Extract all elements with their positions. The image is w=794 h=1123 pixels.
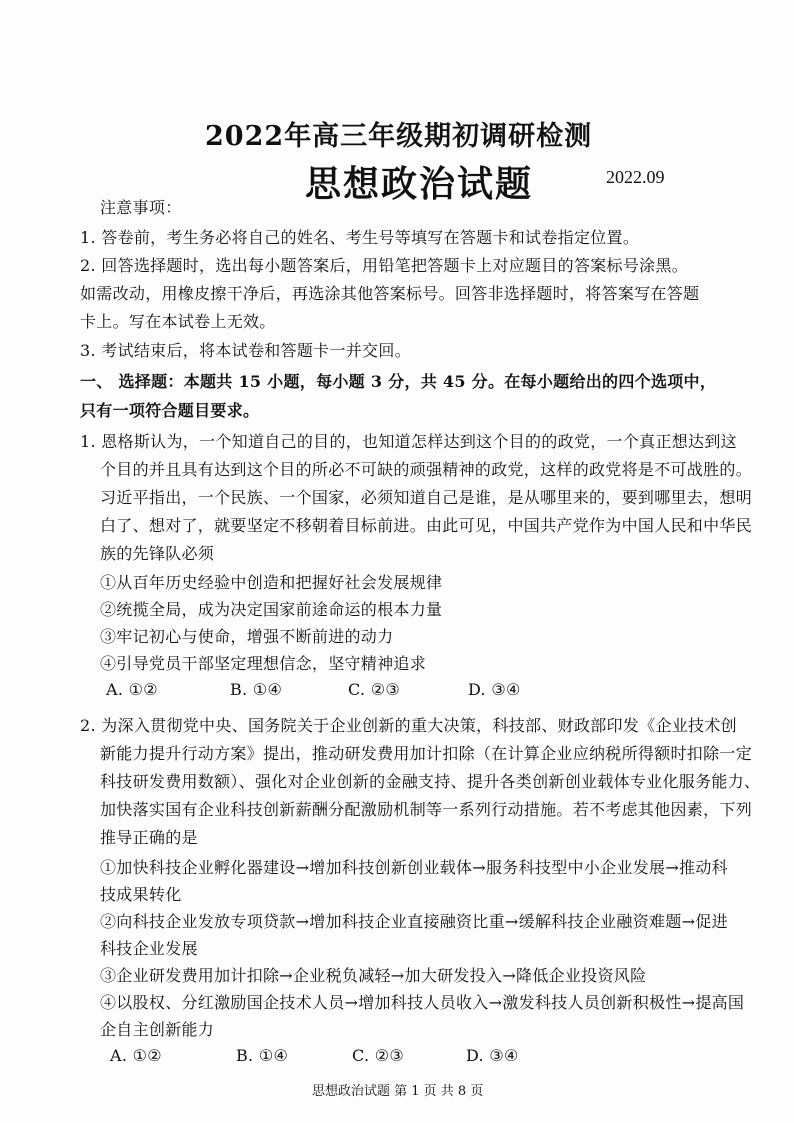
exam-title: 2022年高三年级期初调研检测 [205,121,593,152]
question-2-item: ②向科技企业发放专项贷款→增加科技企业直接融资比重→缓解科技企业融资难题→促进 [100,912,728,931]
question-2-stem: 科技研发费用数额）、强化对企业创新的金融支持、提升各类创新创业载体专业化服务能力、 [100,772,761,791]
question-2-item: ③企业研发费用加计扣除→企业税负减轻→加大研发投入→降低企业投资风险 [100,966,647,985]
notice-line: 卡上。写在本试卷上无效。 [80,312,276,331]
question-1-stem: 1. 恩格斯认为，一个知道自己的目的，也知道怎样达到这个目的的政党，一个真正想达到这 [80,432,737,451]
exam-date: 2022.09 [606,167,665,187]
question-2-stem: 新能力提升行动方案》提出，推动研发费用加计扣除（在计算企业应纳税所得额时扣除一定 [100,744,753,763]
question-2-item: 科技企业发展 [100,939,198,958]
question-2-stem: 2. 为深入贯彻党中央、国务院关于企业创新的重大决策，科技部、财政部印发《企业技术创 [80,716,737,735]
question-1-option-b: B. ①④ [230,680,283,699]
question-1-item: ④引导党员干部坚定理想信念，坚守精神追求 [100,654,427,673]
question-2-stem: 推导正确的是 [100,828,198,847]
section-heading: 一、 选择题：本题共 15 小题，每小题 3 分，共 45 分。在每小题给出的四个选项中， [80,372,717,391]
notice-line: 3. 考试结束后，将本试卷和答题卡一并交回。 [80,341,411,360]
notice-line: 2. 回答选择题时，选出每小题答案后，用铅笔把答题卡上对应题目的答案标号涂黑。 [80,256,689,275]
question-2-item-cont: 企自主创新能力 [100,1020,215,1039]
question-1-option-c: C. ②③ [348,680,401,699]
question-1-stem: 白了、想对了，就要坚定不移朝着目标前进。由此可见，中国共产党作为中国人民和中华民 [100,516,753,535]
question-2-item: ①加快科技企业孵化器建设→增加科技创新创业载体→服务科技型中小企业发展→推动科 [100,858,728,877]
question-2-option-a: A. ①② [110,1046,162,1065]
question-2-item: 技成果转化 [100,885,182,904]
question-1-stem: 族的先锋队必须 [100,544,215,563]
notice-heading: 注意事项： [100,198,182,217]
question-1-item: ②统揽全局，成为决定国家前途命运的根本力量 [100,600,443,619]
question-2-option-b: B. ①④ [236,1046,289,1065]
notice-line: 如需改动，用橡皮擦干净后，再选涂其他答案标号。回答非选择题时，将答案写在答题 [80,284,700,303]
question-2-option-d: D. ③④ [466,1046,519,1065]
question-1-stem: 习近平指出，一个民族、一个国家，必须知道自己是谁，是从哪里来的，要到哪里去，想明 [100,488,753,507]
question-1-option-d: D. ③④ [468,680,521,699]
question-1-item: ③牢记初心与使命，增强不断前进的动力 [100,627,394,646]
notice-line: 1. 答卷前，考生务必将自己的姓名、考生号等填写在答题卡和试卷指定位置。 [80,228,640,247]
question-2-stem: 加快落实国有企业科技创新薪酬分配激励机制等一系列行动措施。若不考虑其他因素，下列 [100,800,753,819]
section-heading: 只有一项符合题目要求。 [80,401,260,420]
question-1-stem: 个目的并且具有达到这个目的所必不可缺的顽强精神的政党，这样的政党将是不可战胜的。 [100,460,753,479]
question-1-option-a: A. ①② [106,680,158,699]
question-1-item: ①从百年历史经验中创造和把握好社会发展规律 [100,573,443,592]
subject-title: 思想政治试题 [305,163,534,205]
question-2-item: ④以股权、分红激励国企技术人员→增加科技人员收入→激发科技人员创新积极性→提高国 [100,993,745,1012]
question-2-option-c: C. ②③ [352,1046,405,1065]
page-footer: 思想政治试题 第 1 页 共 8 页 [312,1084,484,1099]
